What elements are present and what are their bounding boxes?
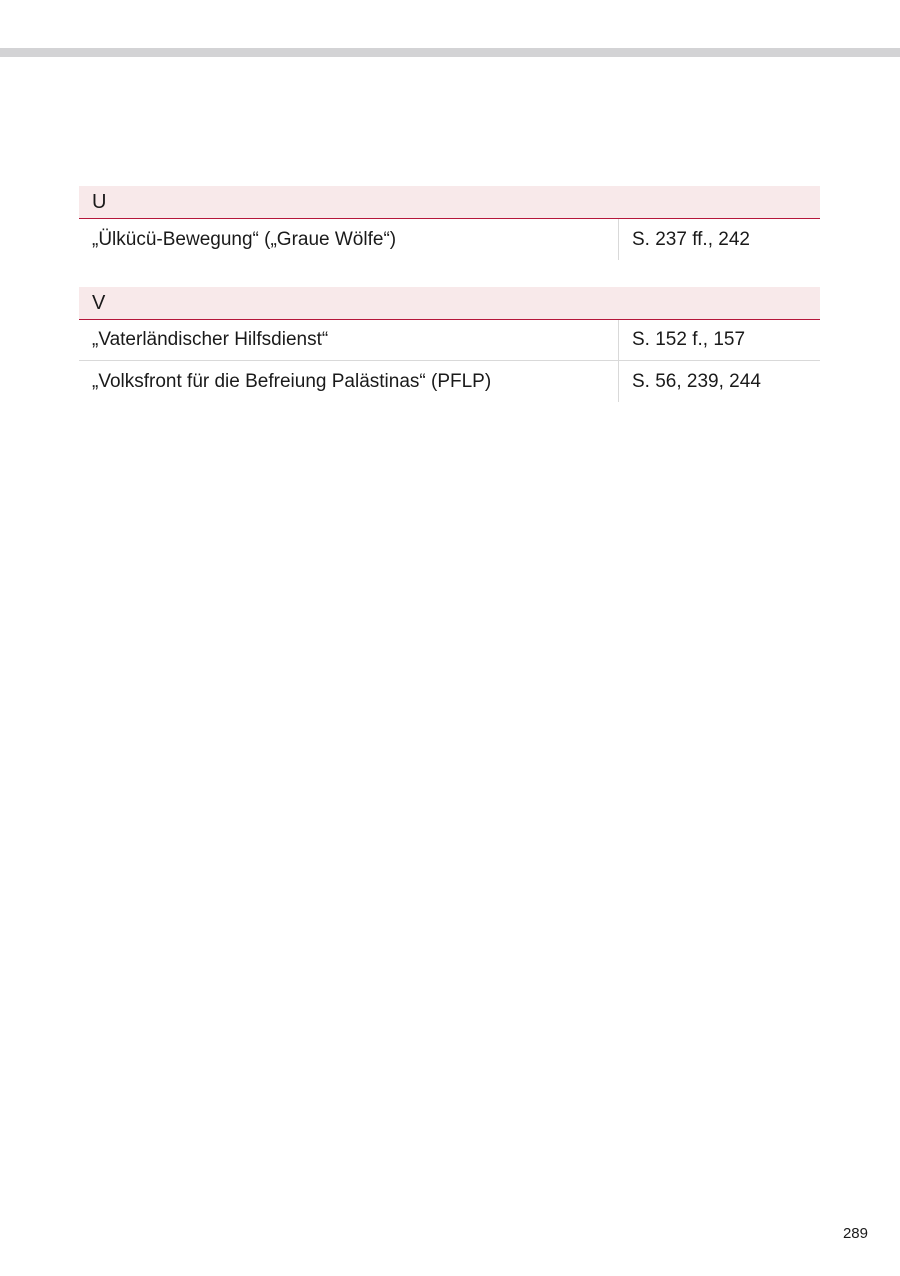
- page-number: 289: [842, 1225, 868, 1242]
- entry-pages: S. 237 ff., 242: [632, 228, 750, 250]
- entry-term: „Vaterländischer Hilfsdienst“: [79, 320, 619, 360]
- entry-pages: S. 56, 239, 244: [632, 370, 761, 392]
- index-section-u: [79, 186, 820, 260]
- section-letter-u: U: [79, 186, 820, 219]
- index-entry: [79, 361, 820, 402]
- index-section-v: [79, 287, 820, 402]
- index-table: [79, 186, 820, 429]
- index-entry: [79, 320, 820, 361]
- entry-term: „Ülkücü-Bewegung“ („Graue Wölfe“): [79, 219, 619, 260]
- entry-pages: S. 152 f., 157: [632, 329, 746, 350]
- index-entry: [79, 219, 820, 260]
- entry-term: „Volksfront für die Befreiung Palästinas“ (PFLP): [79, 361, 619, 402]
- section-letter-v: V: [79, 287, 820, 320]
- top-gray-bar: [0, 48, 900, 57]
